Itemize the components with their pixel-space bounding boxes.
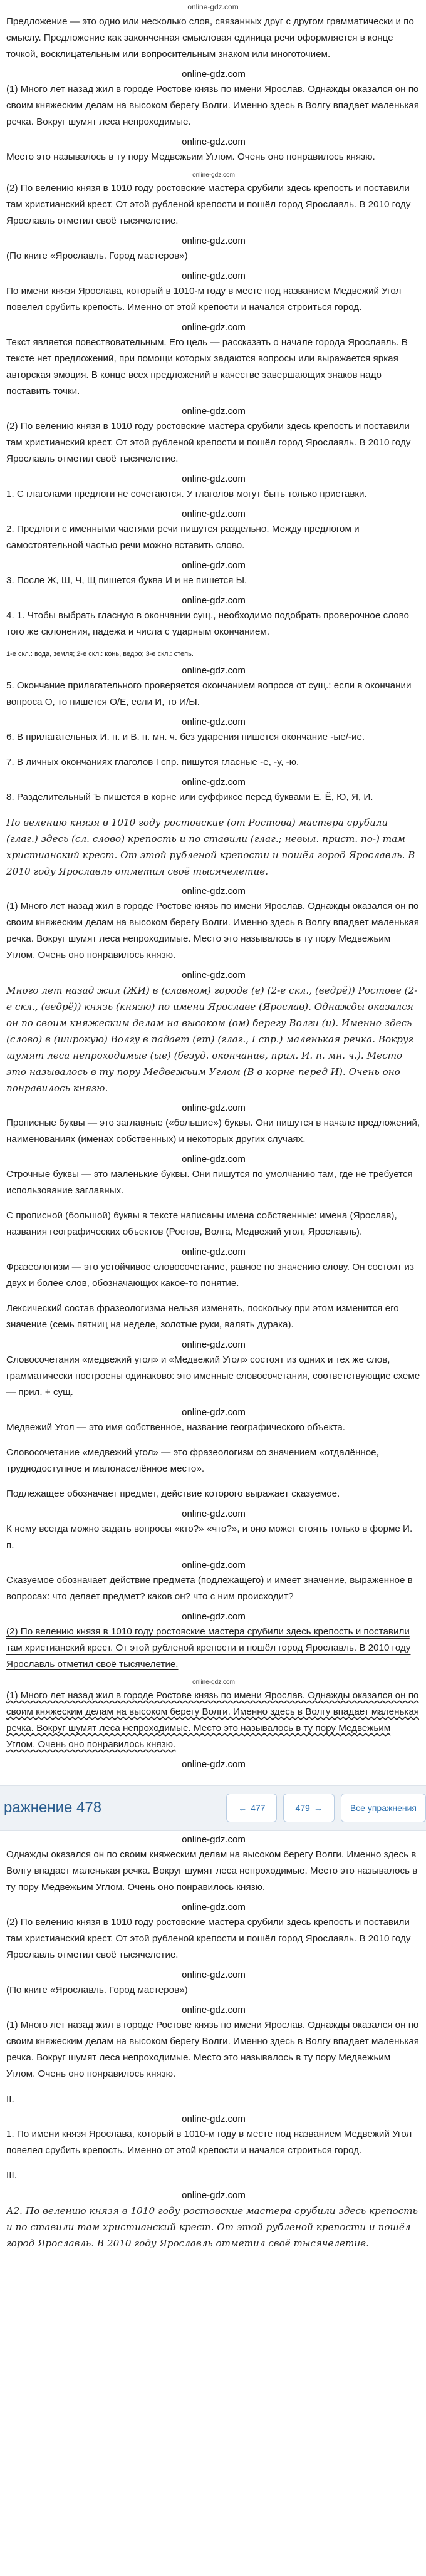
phraseologism-note: Лексический состав фразеологизма нельзя изменять, поскольку при этом изменится его значение (семь пятниц на неделе, золотые руки, валять дурака). (6, 1303, 399, 1330)
arrow-left-icon: ← (238, 1803, 247, 1813)
answer-title-origin: По имени князя Ярослава, который в 1010-м году в месте под названием Медвежий Угол повелел срубить крепость. Именно от этой крепости и начался строиться город. (6, 286, 402, 313)
def-predicate: Сказуемое обозначает действие предмета (подлежащего) и имеет значение, выраженное в вопросах: что делает предмет? каков он? что с ним происходит? (6, 1575, 413, 1602)
watermark: online-gdz.com (182, 474, 246, 484)
watermark: online-gdz.com (182, 1339, 246, 1350)
ex478-paragraph-1-repeat: (1) Много лет назад жил в городе Ростове князь по имени Ярослав. Однажды оказался он по своим княжеским делам на высоком берегу Волги. Именно здесь в Волгу впадает маленькая речка. Вокруг шумят леса непроходимые. Место это называлось в ту пору Медвежьим Углом. Очень оно понравилось князю. (6, 2020, 420, 2079)
exercise-478-content (0, 1831, 426, 2251)
watermark-small: online-gdz.com (192, 172, 235, 179)
parsed-paragraph-2: (2) По велению князя в 1010 году ростовские мастера срубили здесь крепость и поставили там христианский крест. От этой рубленой крепости и пошёл город Ярославль. В 2010 году Ярославль отметил своё тысячелетие. (6, 1626, 411, 1670)
watermark: online-gdz.com (182, 137, 246, 147)
watermark: online-gdz.com (182, 322, 246, 333)
site-name[interactable]: online-gdz.com (187, 3, 239, 11)
watermark: online-gdz.com (182, 1611, 246, 1622)
all-exercises-button[interactable]: Все упражнения (341, 1794, 426, 1822)
watermark: online-gdz.com (182, 717, 246, 727)
watermark: online-gdz.com (182, 1560, 246, 1571)
arrow-right-icon: → (313, 1803, 323, 1813)
exercise-nav (0, 1785, 426, 1831)
watermark: online-gdz.com (182, 271, 246, 281)
answer-text-type: Текст является повествовательным. Его цель — рассказать о начале города Ярославль. В тексте нет предложений, при помощи которых задаются вопросы или выражается яркая авторская эмоция. В конце всех предложений в качестве завершающих знаков надо поставить точки. (6, 337, 408, 397)
marked-paragraph-1: Много лет назад жил (ЖИ) в (славном) городе (е) (2-е скл., (ведрё)) Ростове (2-е скл., (ведрё)) князь (князю) по имени Ярославе (Ярослав). Однажды оказался он по своим княжеским делам на высоком (ом) берегу Волги (и). Именно здесь (слово) в (широкую) Волгу в падает (ет) (глаг., I спр.) маленькая речка. Вокруг шумят леса непроходимые (ые) (безуд. окончание, прил. И. п. мн. ч.). Место это называлось в ту пору Медвежьим Углом (В в корне перед И). Очень оно понравилось князю. (6, 985, 418, 1094)
watermark: online-gdz.com (182, 1970, 246, 1980)
watermark: online-gdz.com (182, 69, 246, 80)
phrase-compare: Словосочетания «медвежий угол» и «Медвежий Угол» состоят из одних и тех же слов, грамматически построены одинаково: это именные словосочетания, соответствующие схеме — прил. + сущ. (6, 1354, 420, 1398)
rule-8: 8. Разделительный Ъ пишется в корне или суффиксе перед буквами Е, Ё, Ю, Я, И. (6, 792, 373, 802)
proper-name-note: Медвежий Угол — это имя собственное, название географического объекта. (6, 1422, 346, 1433)
text-paragraph-1-end: Место это называлось в ту пору Медвежьим Углом. Очень оно понравилось князю. (6, 152, 375, 162)
watermark: online-gdz.com (182, 1509, 246, 1519)
solution-content (0, 14, 426, 1770)
ex478-answer-A2: А2. По велению князя в 1010 году ростовские мастера срубили здесь крепость и по ставили там христианский крест. От этой рубленой крепости и пошёл город Ярославль. В 2010 году Ярославль отметил своё тысячелетие. (6, 2205, 418, 2249)
parsed-paragraph-1: (1) Много лет назад жил в городе Ростове князь по имени Ярослав. Однажды оказался он по своим княжеским делам на высоком берегу Волги. Именно здесь в Волгу впадает маленькая речка. Вокруг шумят леса непроходимые. Место это называлось в ту пору Медвежьим Углом. Очень оно понравилось князю. (6, 1690, 420, 1750)
watermark: online-gdz.com (182, 886, 246, 896)
text-source: (По книге «Ярославль. Город мастеров») (6, 251, 188, 261)
watermark: online-gdz.com (182, 406, 246, 417)
watermark: online-gdz.com (182, 1103, 246, 1113)
watermark: online-gdz.com (182, 1247, 246, 1257)
top-bar (0, 0, 426, 14)
ex478-answer-1: 1. По имени князя Ярослава, который в 1010-м году в месте под названием Медвежий Угол повелел срубить крепость. Именно от этой крепости и начался строиться город. (6, 2129, 412, 2156)
next-exercise-label: 479 (295, 1803, 310, 1813)
ex478-paragraph-2: (2) По велению князя в 1010 году ростовские мастера срубили здесь крепость и поставили там христианский крест. От этой рубленой крепости и пошёл город Ярославль. В 2010 году Ярославль отметил своё тысячелетие. (6, 1917, 411, 1960)
marked-paragraph-2: По велению князя в 1010 году ростовские (от Ростова) мастера срубили (глаг.) здесь (сл. слово) крепость и по ставили (глаг.; невыл. приcт. по-) там христианский крест. От этой рубленой крепости и пошёл город Ярославль. В 2010 году Ярославль отметил своё тысячелетие. (6, 817, 415, 877)
definition-sentence: Предложение — это одно или несколько слов, связанных друг с другом грамматически и по смыслу. Предложение как законченная смысловая единица речи оформляется в конце точкой, восклицательным или вопросительным знаком или многоточием. (6, 16, 414, 60)
declension-note: 1-е скл.: вода, земля; 2-е скл.: конь, ведро; 3-е скл.: степь. (6, 650, 194, 658)
watermark-small: online-gdz.com (192, 1679, 235, 1686)
section-III: III. (6, 2170, 17, 2181)
prev-exercise-label: 477 (251, 1803, 266, 1813)
text-paragraph-2-repeat: (2) По велению князя в 1010 году ростовские мастера срубили здесь крепость и поставили там христианский крест. От этой рубленой крепости и пошёл город Ярославль. В 2010 году Ярославль отметил своё тысячелетие. (6, 421, 411, 464)
text-paragraph-1-repeat: (1) Много лет назад жил в городе Ростове князь по имени Ярослав. Однажды оказался он по своим княжеским делам на высоком берегу Волги. Именно здесь в Волгу впадает маленькая речка. Вокруг шумят леса непроходимые. Место это называлось в ту пору Медвежьим Углом. Очень оно понравилось князю. (6, 901, 420, 960)
ex478-paragraph-1: Однажды оказался он по своим княжеским делам на высоком берегу Волги. Именно здесь в Волгу впадает маленькая речка. Вокруг шумят леса непроходимые. Место это называлось в ту пору Медвежьим Углом. Очень оно понравилось князю. (6, 1849, 418, 1893)
rule-1: 1. С глаголами предлоги не сочетаются. У глаголов могут быть только приставки. (6, 489, 367, 499)
section-II: II. (6, 2094, 14, 2104)
watermark: online-gdz.com (182, 777, 246, 787)
watermark: online-gdz.com (182, 509, 246, 519)
rule-3: 3. После Ж, Ш, Ч, Щ пишется буква И и не пишется Ы. (6, 575, 247, 586)
watermark: online-gdz.com (182, 665, 246, 676)
watermark: online-gdz.com (182, 2005, 246, 2015)
rule-5: 5. Окончание прилагательного проверяется окончанием вопроса от сущ.: если в окончании вопроса О, то пишется О/Е, если И, то И/Ы. (6, 680, 412, 707)
watermark: online-gdz.com (182, 1759, 246, 1770)
rule-2: 2. Предлоги с именными частями речи пишутся раздельно. Между предлогом и самостоятельной частью речи можно вставить слово. (6, 524, 360, 551)
rule-7: 7. В личных окончаниях глаголов I спр. пишутся гласные -е, -у, -ю. (6, 757, 299, 767)
def-subject: Подлежащее обозначает предмет, действие которого выражает сказуемое. (6, 1488, 340, 1499)
prev-exercise-button[interactable] (226, 1794, 277, 1822)
watermark: online-gdz.com (182, 595, 246, 606)
watermark: online-gdz.com (182, 1834, 246, 1845)
subject-questions: К нему всегда можно задать вопросы «кто?» «что?», и оно может стоять только в форме И. п. (6, 1524, 413, 1550)
watermark: online-gdz.com (182, 1902, 246, 1913)
ex478-source: (По книге «Ярославль. Город мастеров») (6, 1985, 188, 1995)
watermark: online-gdz.com (182, 560, 246, 571)
exercise-title: ражнение 478 (4, 1799, 102, 1816)
watermark: online-gdz.com (182, 1407, 246, 1418)
rule-4: 4. 1. Чтобы выбрать гласную в окончании сущ., необходимо подобрать проверочное слово того же склонения, падежа и числа с ударным окончанием. (6, 610, 409, 637)
def-lowercase-letters: Строчные буквы — это маленькие буквы. Они пишутся по умолчанию там, где не требуется использование заглавных. (6, 1169, 413, 1196)
rule-6: 6. В прилагательных И. п. и В. п. мн. ч. без ударения пишется окончание -ые/-ие. (6, 732, 365, 742)
watermark: online-gdz.com (182, 1154, 246, 1165)
text-paragraph-2: (2) По велению князя в 1010 году ростовские мастера срубили здесь крепость и поставили там христианский крест. От этой рубленой крепости и пошёл город Ярославль. В 2010 году Ярославль отметил своё тысячелетие. (6, 183, 411, 226)
phraseologism-meaning: Словосочетание «медвежий угол» — это фразеологизм со значением «отдалённое, труднодоступное и малонаселённое место». (6, 1447, 379, 1474)
next-exercise-button[interactable] (283, 1794, 334, 1822)
def-phraseologism: Фразеологизм — это устойчивое словосочетание, равное по значению слову. Он состоит из двух и более слов, обозначающих какое-то понятие. (6, 1262, 414, 1289)
def-capital-letters: Прописные буквы — это заглавные («большие») буквы. Они пишутся в начале предложений, наименованиях (именах собственных) и некоторых других случаях. (6, 1118, 420, 1145)
capitals-in-text: С прописной (большой) буквы в тексте написаны имена собственные: имена (Ярослав), названия географических объектов (Ростов, Волга, Медвежий угол, Ярославль). (6, 1210, 397, 1237)
watermark: online-gdz.com (182, 2190, 246, 2201)
watermark: online-gdz.com (182, 236, 246, 246)
text-paragraph-1: (1) Много лет назад жил в городе Ростове князь по имени Ярослав. Однажды оказался он по своим княжеским делам на высоком берегу Волги. Именно здесь в Волгу впадает маленькая речка. Вокруг шумят леса непроходимые. (6, 84, 420, 127)
watermark: online-gdz.com (182, 970, 246, 980)
watermark: online-gdz.com (182, 2114, 246, 2124)
